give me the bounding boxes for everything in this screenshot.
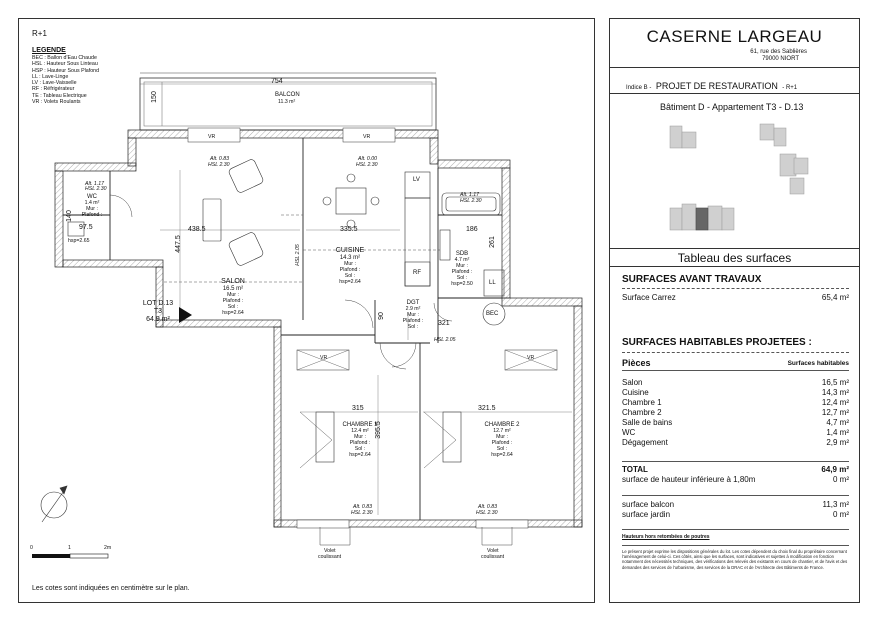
garden-value: 0 m² — [833, 510, 849, 519]
vr-label-ch1: VR — [320, 355, 328, 361]
divider — [622, 529, 849, 530]
building-label: Bâtiment D - Appartement T3 - D.13 — [660, 102, 804, 112]
room-name: CHAMBRE 1 — [342, 422, 378, 428]
surface-carrez-value: 65,4 m² — [821, 293, 849, 302]
total-value: 64,9 m² — [821, 465, 849, 474]
room-area: 14.3 m² — [339, 255, 361, 261]
room-name: SDB — [455, 251, 469, 257]
ch1-window-hsl: HSL 2.30 — [351, 510, 373, 516]
room-wall: Mur : — [227, 292, 239, 298]
legend-title: LEGENDE — [32, 47, 66, 54]
room-ceiling: Plafond : — [81, 212, 103, 218]
room-area: 12.4 m² — [351, 428, 369, 434]
garden-row — [622, 510, 849, 519]
ch2-window-alt: Alt. 0.83 — [478, 504, 498, 510]
address-line-2: 79000 NIORT — [762, 56, 799, 62]
dim-sdb-depth: 261 — [488, 236, 496, 248]
level-label: R+1 — [32, 29, 47, 38]
room-chambre-2 — [480, 422, 524, 458]
dim-balcony-depth: 150 — [150, 91, 158, 103]
coulissant-label-ch1: coulissant — [318, 554, 342, 560]
room-wall: Mur : — [354, 434, 366, 440]
salon-window-hsl: HSL 2.30 — [208, 162, 230, 168]
ceiling-note: Hauteurs hors retombées de poutres — [622, 534, 710, 540]
key-plan — [610, 114, 859, 248]
indice-label: Indice B - — [626, 85, 652, 91]
legend-item: LV : Lave-Vaisselle — [32, 80, 77, 87]
divider — [622, 352, 849, 353]
balcony-row — [622, 500, 849, 509]
room-label: Chambre 2 — [622, 408, 662, 417]
plan-footnote: Les cotes sont indiquées en centimètre sur le plan. — [32, 585, 190, 592]
room-ceiling: Plafond : — [491, 440, 513, 446]
equipment-ll: LL — [489, 280, 496, 286]
scale-two: 2m — [104, 545, 112, 551]
dim-ch2-width: 321.5 — [478, 405, 496, 412]
cuisine-window-alt: Alt. 0.00 — [358, 156, 378, 162]
surface-row — [622, 438, 849, 447]
divider — [622, 545, 849, 546]
surface-row — [622, 398, 849, 407]
legend-item: TE : Tableau Electrique — [32, 92, 87, 99]
wc-hsp: hsp=2.65 — [68, 238, 90, 244]
dim-salon-width: 438.5 — [188, 226, 206, 233]
dim-salon-depth: 447.5 — [174, 235, 182, 253]
room-ceiling: Plafond : — [339, 267, 361, 273]
dim-dgt-depth: 90 — [377, 312, 385, 320]
col-pieces: Pièces — [622, 358, 651, 368]
room-value: 2,9 m² — [826, 438, 849, 447]
divider — [622, 461, 849, 462]
room-hsp: hsp=2.50 — [451, 281, 473, 287]
lot-type: T3 — [153, 308, 163, 315]
wc-window-hsl: HSL 2.30 — [85, 186, 107, 192]
surface-row — [622, 378, 849, 387]
project-label: PROJET DE RESTAURATION — [655, 81, 778, 91]
north-arrow — [41, 486, 67, 522]
legend-item: BEC : Ballon d'Eau Chaude — [32, 55, 97, 61]
room-value: 12,4 m² — [821, 398, 849, 407]
room-salon — [213, 278, 253, 316]
room-label: Salle de bains — [622, 418, 673, 427]
room-wall: Mur : — [344, 261, 356, 267]
room-value: 12,7 m² — [821, 408, 849, 417]
address-line-1: 61, rue des Sablières — [750, 49, 807, 55]
room-label: Dégagement — [622, 438, 668, 447]
col-surfaces: Surfaces habitables — [787, 360, 849, 367]
surface-row — [622, 388, 849, 397]
surface-carrez-label: Surface Carrez — [622, 293, 676, 302]
room-label: Cuisine — [622, 388, 649, 397]
room-floor: Sol : — [354, 446, 366, 452]
room-name: CHAMBRE 2 — [484, 422, 520, 428]
divider — [610, 93, 859, 94]
equipment-rf: RF — [413, 270, 421, 276]
divider — [622, 288, 849, 289]
volet-label-ch2: Volet — [487, 548, 499, 554]
room-floor: Sol : — [227, 304, 239, 310]
balcony-name: BALCON — [275, 92, 300, 98]
room-ceiling: Plafond : — [451, 269, 473, 275]
total-row — [622, 465, 849, 474]
exterior-walls — [55, 130, 582, 527]
equipment-bec: BEC — [486, 311, 499, 317]
coulissant-label-ch2: coulissant — [481, 554, 505, 560]
after-title: SURFACES HABITABLES PROJETEES : — [622, 337, 812, 348]
vr-label-salon: VR — [208, 134, 216, 140]
info-panel — [609, 18, 860, 603]
table-header — [622, 358, 849, 368]
disclaimer: Le présent projet exprime les dispositions générales du lot. Les cotes dépendent du choix final du propriétaire concernant l'aménagement de celui-ci. Ces côtés, ainsi que les surfaces, sont indicatives et sujettes à modification en fonction notamment des nécessités techniques, des vérifications des relevés des existants en cours de chantier, et de l'avis et des demandes des services de l'urbanisme, des services de la DRAC et de l'Architecte des Bâtiments de France. — [622, 549, 848, 570]
legend-item: LL : Lave-Linge — [32, 73, 69, 80]
cuisine-window-hsl: HSL 2.30 — [356, 162, 378, 168]
before-title: SURFACES AVANT TRAVAUX — [622, 274, 762, 285]
surface-row — [622, 428, 849, 437]
passage-hsl-left: HSL 2.05 — [294, 244, 301, 266]
balcony-value: 11,3 m² — [822, 500, 849, 509]
room-value: 1,4 m² — [826, 428, 849, 437]
ch2-window-hsl: HSL 2.30 — [476, 510, 498, 516]
scale-bar — [32, 554, 108, 558]
surface-row — [622, 408, 849, 417]
divider — [610, 67, 859, 68]
dim-wc-depth: 140 — [65, 210, 73, 222]
legend-item: VR : Volets Roulants — [32, 99, 81, 106]
room-label: Chambre 1 — [622, 398, 662, 407]
low-height-label: surface de hauteur inférieure à 1,80m — [622, 475, 756, 484]
room-ceiling: Plafond : — [402, 318, 424, 324]
dim-balcony-width: 754 — [271, 78, 283, 85]
room-sdb — [448, 251, 476, 287]
wc-window-alt: Alt. 1.17 — [85, 181, 105, 187]
windows — [188, 128, 557, 528]
ch1-window-alt: Alt. 0.83 — [353, 504, 373, 510]
legend-item: HSP : Hauteur Sous Plafond — [32, 67, 100, 74]
lot-area: 64.9 m² — [146, 316, 170, 323]
dim-ch-depth: 395.5 — [374, 421, 382, 439]
project-title: CASERNE LARGEAU — [646, 27, 823, 46]
vr-label-ch2: VR — [527, 355, 535, 361]
room-hsp: hsp=2.64 — [349, 452, 371, 458]
salon-window-alt: Alt. 0.83 — [210, 156, 230, 162]
room-hsp: hsp=2.64 — [339, 279, 361, 285]
room-name: WC — [87, 194, 97, 200]
room-floor: Sol : — [496, 446, 508, 452]
divider — [622, 370, 849, 371]
dim-cuisine-width: 335.5 — [340, 226, 358, 233]
room-dgt — [398, 300, 428, 330]
room-area: 2.9 m² — [405, 306, 421, 312]
room-value: 16,5 m² — [821, 378, 849, 387]
volet-label-ch1: Volet — [324, 548, 336, 554]
room-ceiling: Plafond : — [349, 440, 371, 446]
vr-label-cuisine: VR — [363, 134, 371, 140]
legend-item: RF : Réfrigérateur — [32, 86, 75, 93]
room-area: 4.7 m² — [454, 257, 470, 263]
indice-line — [626, 76, 797, 94]
room-area: 12.7 m² — [493, 428, 511, 434]
low-height-value: 0 m² — [833, 475, 849, 484]
room-floor: Sol : — [407, 324, 419, 330]
room-value: 14,3 m² — [821, 388, 849, 397]
room-label: Salon — [622, 378, 643, 387]
room-name: SALON — [221, 278, 245, 285]
room-value: 4,7 m² — [826, 418, 849, 427]
room-wall: Mur : — [86, 206, 98, 212]
lot-info — [138, 300, 178, 324]
legend-item: HSL : Hauteur Sous Linteau — [32, 61, 98, 68]
sdb-window-hsl: HSL 2.30 — [460, 198, 482, 204]
dim-sdb-width: 186 — [466, 226, 478, 233]
room-floor: Sol : — [344, 273, 356, 279]
room-chambre-1 — [338, 422, 382, 458]
balcony-area: 11.3 m² — [278, 99, 296, 105]
dim-wc-width: 97.5 — [79, 224, 93, 231]
divider — [610, 266, 859, 267]
room-wall: Mur : — [407, 312, 419, 318]
room-wc — [78, 194, 106, 218]
lot-name: LOT D.13 — [142, 300, 174, 307]
garden-label: surface jardin — [622, 510, 671, 519]
room-wall: Mur : — [496, 434, 508, 440]
room-name: DGT — [406, 300, 420, 306]
room-ceiling: Plafond : — [222, 298, 244, 304]
table-title: Tableau des surfaces — [677, 251, 792, 265]
surface-carrez-row — [622, 293, 849, 302]
balcony-label: surface balcon — [622, 500, 675, 509]
fixtures — [65, 158, 505, 462]
room-name: CUISINE — [335, 247, 365, 254]
level-suffix: - R+1 — [782, 85, 798, 91]
room-wall: Mur : — [456, 263, 468, 269]
room-hsp: hsp=2.64 — [491, 452, 513, 458]
room-cuisine — [330, 247, 370, 285]
scale-zero: 0 — [30, 545, 33, 551]
passage-hsl-dgt: HSL 2.05 — [434, 337, 456, 343]
room-floor: Sol : — [456, 275, 468, 281]
total-label: TOTAL — [622, 465, 648, 474]
room-area: 1.4 m² — [84, 200, 100, 206]
scale-one: 1 — [68, 545, 71, 551]
low-height-row — [622, 475, 849, 484]
surface-row — [622, 418, 849, 427]
sdb-window-alt: Alt. 1.17 — [460, 192, 480, 198]
dim-ch1-width: 315 — [352, 405, 364, 412]
room-label: WC — [622, 428, 636, 437]
dim-dgt-width: 321 — [438, 320, 450, 327]
equipment-lv: LV — [413, 177, 420, 183]
room-hsp: hsp=2.64 — [222, 310, 244, 316]
divider — [610, 248, 859, 249]
divider — [622, 495, 849, 496]
room-area: 16.5 m² — [222, 286, 244, 292]
interior-walls — [63, 138, 502, 520]
